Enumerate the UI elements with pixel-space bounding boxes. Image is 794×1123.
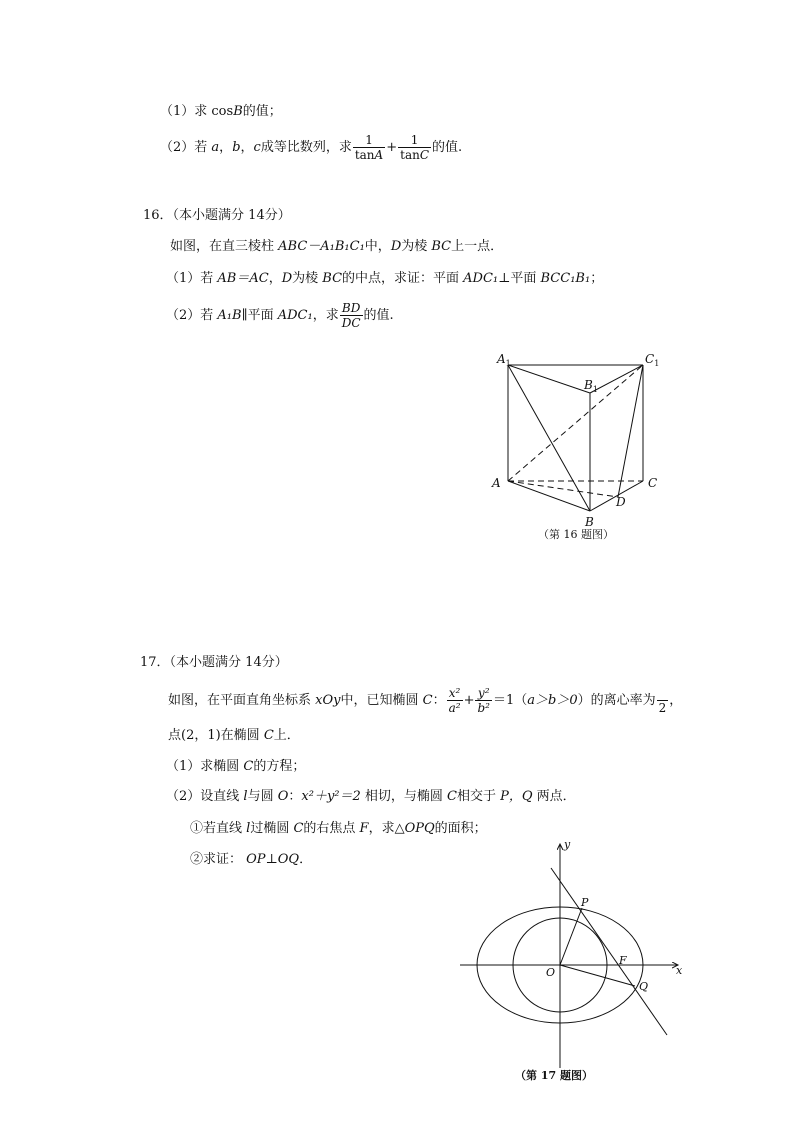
- q17-subpart2: ②求证： OP⊥OQ．: [190, 852, 313, 867]
- fraction-BD-over-DC: $\frac{BD}{DC}$: [341, 301, 361, 330]
- fraction-1-over-tanA: $\frac{1}{\tan A}$: [354, 133, 384, 162]
- q16-header: 16．（本小题满分 14分）: [143, 208, 291, 223]
- q17-part2: （2）设直线 l与圆 O：x²＋y²＝2 相切，与椭圆 C相交于 P，Q 两点．: [166, 789, 576, 804]
- segment-A1B: [508, 365, 590, 511]
- label-A: A: [492, 476, 501, 490]
- label-F: F: [619, 954, 627, 967]
- fraction-1-over-tanC: $\frac{1}{\tan C}$: [400, 133, 430, 162]
- q17-part1: （1）求椭圆 C的方程；: [166, 759, 306, 774]
- q17-header: 17．（本小题满分 14分）: [140, 655, 288, 670]
- q15-part1: （1）求 cosB的值；: [160, 104, 282, 119]
- edge-AB: [508, 481, 590, 511]
- ellipse-figure-shapes: [460, 844, 678, 1068]
- figure-17-caption: （第 17 题图）: [515, 1069, 593, 1082]
- label-y-axis: y: [564, 838, 571, 851]
- q17-subpart1: ①若直线 l过椭圆 C的右焦点 F，求△OPQ的面积；: [190, 821, 487, 836]
- ellipse-figure: [455, 840, 695, 1090]
- eccentricity-fraction: 2: [657, 686, 669, 715]
- segment-C1D: [618, 365, 643, 497]
- label-D: D: [616, 495, 626, 509]
- prism-labels: [491, 352, 659, 529]
- ellipse-figure-labels: [546, 838, 683, 993]
- label-A1: $A_1$: [497, 352, 511, 368]
- q17-intro-line2: 点(2，1)在椭圆 C上．: [168, 728, 300, 743]
- label-C1: $C_1$: [645, 352, 660, 368]
- q16-intro: 如图，在直三棱柱 ABC－A₁B₁C₁中，D为棱 BC上一点．: [170, 239, 504, 254]
- segment-AC1-hidden: [508, 365, 643, 481]
- fraction-y2-over-b2: $\frac{\text{y²}}{\text{b²}}$: [477, 686, 490, 715]
- label-C: C: [648, 476, 658, 490]
- q16-part2: （2）若 A₁B∥平面 ADC₁，求 $\frac{BD}{DC}$ 的值.: [166, 301, 394, 330]
- prism-hidden-edges: [508, 365, 643, 497]
- label-Q: Q: [639, 980, 649, 993]
- label-B1: $B_1$: [584, 378, 598, 394]
- segment-AD-hidden: [508, 481, 618, 497]
- prism-figure: [485, 345, 675, 545]
- q16-part1: （1）若 AB＝AC，D为棱 BC的中点，求证：平面 ADC₁⊥平面 BCC₁B₁；: [166, 271, 604, 286]
- q15-part2: （2）若 a，b，c成等比数列，求 $\frac{1}{\tan A}$ + $\frac{1}{\tan C}$ 的值.: [160, 133, 463, 162]
- label-x-axis: x: [676, 964, 683, 977]
- segment-OP: [560, 908, 582, 965]
- edge-B1C1: [590, 365, 643, 393]
- prism-edges: [508, 365, 643, 511]
- label-origin-O: O: [546, 966, 556, 979]
- label-B: B: [585, 515, 594, 529]
- figure-16-caption: （第 16 题图）: [538, 528, 614, 541]
- fraction-x2-over-a2: $\frac{\text{x²}}{\text{a²}}$: [448, 686, 461, 715]
- segment-OQ: [560, 965, 635, 986]
- q17-intro: 如图，在平面直角坐标系 xOy中，已知椭圆 C： $\frac{\text{x²}}{\text{a²}}$ + $\frac{\text{y²}}{\text{b²}}$ ＝1（a＞b＞0）的离心率为 2 ，: [168, 686, 683, 715]
- edge-A1B1: [508, 365, 590, 393]
- tangent-line-l: [551, 868, 667, 1035]
- label-P: P: [581, 896, 589, 909]
